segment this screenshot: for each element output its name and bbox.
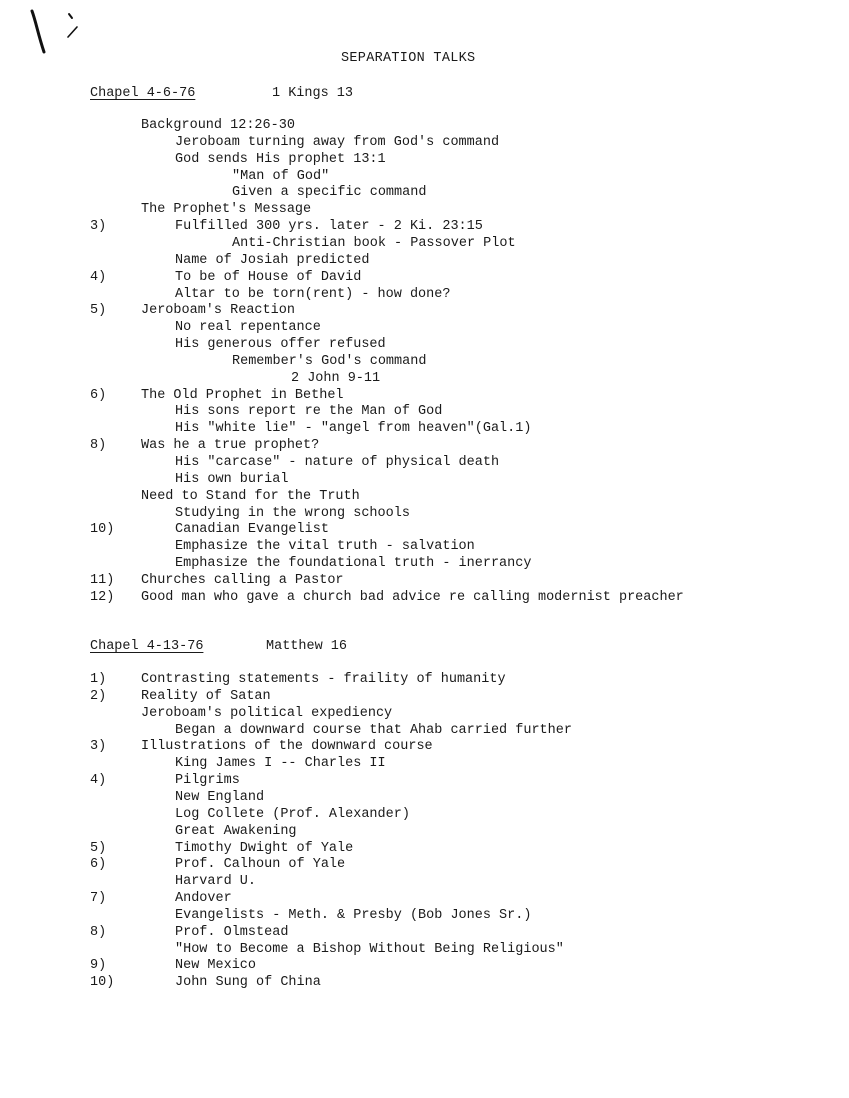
- outline-line: Timothy Dwight of Yale: [175, 840, 354, 856]
- item-number: 9): [90, 958, 107, 974]
- outline-line: Prof. Olmstead: [175, 924, 289, 940]
- item-number: 10): [90, 975, 115, 991]
- outline-line: Emphasize the foundational truth - inerrancy: [175, 556, 532, 572]
- outline-line: New Mexico: [175, 958, 257, 974]
- outline-line: Andover: [175, 891, 232, 907]
- outline-line: Began a downward course that Ahab carried further: [175, 722, 572, 738]
- outline-line: Harvard U.: [175, 874, 257, 890]
- section1-scripture-ref: 1 Kings 13: [272, 86, 354, 101]
- item-number: 4): [90, 773, 107, 789]
- document-title: SEPARATION TALKS: [341, 51, 476, 66]
- outline-line: Churches calling a Pastor: [141, 572, 344, 588]
- outline-line: New England: [175, 789, 265, 805]
- item-number: 5): [90, 840, 107, 856]
- outline-line: Fulfilled 300 yrs. later - 2 Ki. 23:15: [175, 219, 483, 235]
- item-number: 3): [90, 219, 107, 235]
- pen-mark-icon: [28, 8, 88, 60]
- item-number: 1): [90, 672, 107, 687]
- outline-line: Remember's God's command: [232, 353, 427, 369]
- outline-line: To be of House of David: [175, 269, 362, 285]
- item-number: 6): [90, 387, 107, 403]
- outline-line: Log Collete (Prof. Alexander): [175, 806, 410, 822]
- outline-line: Emphasize the vital truth - salvation: [175, 539, 475, 555]
- outline-line: Jeroboam turning away from God's command: [175, 134, 500, 150]
- outline-line: Great Awakening: [175, 823, 297, 839]
- outline-line: His "carcase" - nature of physical death: [175, 455, 500, 470]
- item-number: 4): [90, 269, 107, 285]
- outline-line: Studying in the wrong schools: [175, 505, 410, 521]
- section1-chapel-date: Chapel 4-6-76: [90, 86, 196, 101]
- outline-line: His generous offer refused: [175, 337, 386, 353]
- outline-line: Was he a true prophet?: [141, 438, 320, 454]
- item-number: 12): [90, 589, 115, 605]
- section2-scripture-ref: Matthew 16: [266, 639, 348, 654]
- outline-line: The Old Prophet in Bethel: [141, 387, 344, 403]
- outline-line: No real repentance: [175, 320, 321, 336]
- outline-line: Good man who gave a church bad advice re calling modernist preacher: [141, 589, 684, 605]
- outline-line: Given a specific command: [232, 185, 427, 201]
- section1-header: [90, 86, 354, 101]
- outline-line: Reality of Satan: [141, 688, 271, 704]
- outline-line: Pilgrims: [175, 773, 240, 789]
- outline-line: "Man of God": [232, 168, 330, 184]
- outline-line: Canadian Evangelist: [175, 522, 329, 538]
- outline-line: King James I -- Charles II: [175, 756, 386, 772]
- outline-line: Need to Stand for the Truth: [141, 488, 360, 504]
- section2-chapel-date: Chapel 4-13-76: [90, 639, 204, 654]
- item-number: 10): [90, 522, 115, 538]
- outline-line: "How to Become a Bishop Without Being Religious": [175, 941, 564, 957]
- outline-line: Name of Josiah predicted: [175, 252, 370, 268]
- outline-line: The Prophet's Message: [141, 202, 312, 218]
- item-number: 8): [90, 438, 107, 454]
- outline-line: Jeroboam's political expediency: [141, 705, 393, 721]
- outline-line: Altar to be torn(rent) - how done?: [175, 286, 451, 302]
- item-number: 6): [90, 857, 107, 873]
- outline-line: Illustrations of the downward course: [141, 739, 433, 755]
- item-number: 7): [90, 891, 107, 907]
- outline-line: Background 12:26-30: [141, 118, 295, 133]
- outline-line: Prof. Calhoun of Yale: [175, 857, 346, 873]
- item-number: 5): [90, 303, 107, 319]
- outline-line: His sons report re the Man of God: [175, 404, 443, 420]
- outline-line: God sends His prophet 13:1: [175, 151, 386, 167]
- item-number: 11): [90, 572, 115, 588]
- outline-line: His own burial: [175, 471, 289, 487]
- item-number: 8): [90, 924, 107, 940]
- outline-line: Evangelists - Meth. & Presby (Bob Jones Sr.): [175, 907, 532, 923]
- outline-line: 2 John 9-11: [291, 370, 381, 386]
- item-number: 3): [90, 739, 107, 755]
- section2-header: [90, 639, 348, 654]
- outline-line: Anti-Christian book - Passover Plot: [232, 235, 516, 251]
- outline-line: His "white lie" - "angel from heaven"(Gal.1): [175, 421, 532, 437]
- outline-line: John Sung of China: [175, 975, 321, 991]
- outline-line: Contrasting statements - fraility of humanity: [141, 672, 506, 687]
- outline-line: Jeroboam's Reaction: [141, 303, 295, 319]
- item-number: 2): [90, 688, 107, 704]
